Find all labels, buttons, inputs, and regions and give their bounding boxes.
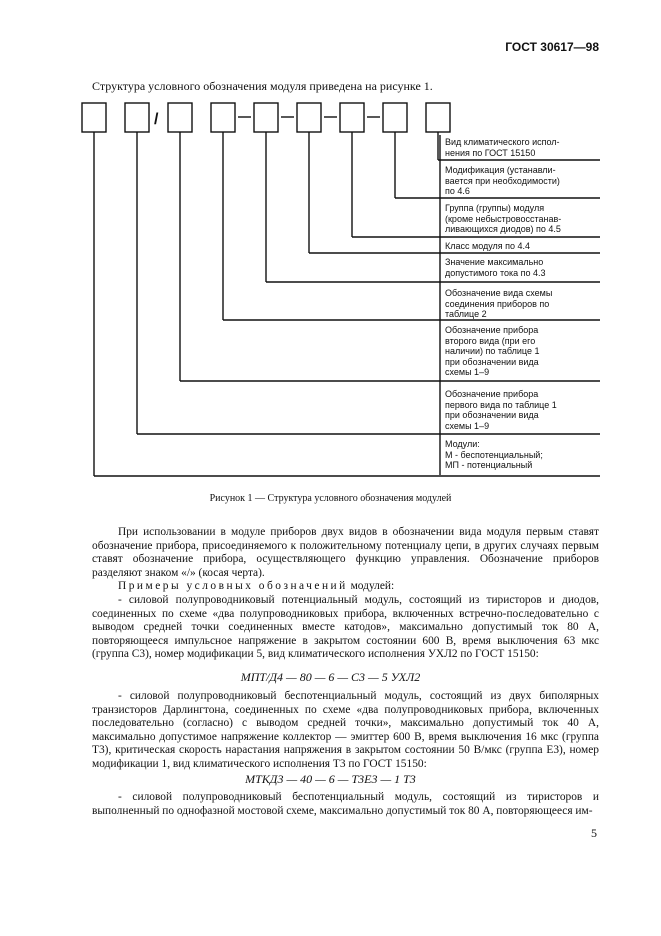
box-6 xyxy=(297,103,321,132)
label-first-device: Обозначение прибора первого вида по таблице 1 при обозначении вида схемы 1–9 xyxy=(445,389,557,431)
box-7 xyxy=(340,103,364,132)
slash-symbol: / xyxy=(154,111,159,128)
example-1: - силовой полупроводниковый потенциальный модуль, состоящий из тиристоров и диодов, соединенных по схеме «два полупроводниковых прибора, включенных встречно-последовательно с выводом средней точки соединенных вместе катодов», максимально допустимый ток 80 А, повторяющееся импульсное напряжение в закрытом состоянии 600 В, время выключения 63 мкс (группа С3), номер модификации 5, вид климатического исполнения УХЛ2 по ГОСТ 15150: xyxy=(92,594,599,661)
formula-1: МПТ/Д4 — 80 — 6 — С3 — 5 УХЛ2 xyxy=(240,670,421,684)
example-3: - силовой полупроводниковый беспотенциальный модуль, состоящий из тиристоров и выполненный по однофазной мостовой схеме, максимально допустимый ток 80 А, повторяющееся им- xyxy=(92,791,599,817)
label-scheme: Обозначение вида схемы соединения приборов по таблице 2 xyxy=(445,288,553,319)
label-second-device: Обозначение прибора второго вида (при его наличии) по таблице 1 при обозначении вида схемы 1–9 xyxy=(445,325,540,377)
label-modules: Модули: М - беспотенциальный; МП - потенциальный xyxy=(445,439,543,470)
examples-heading-spaced: Примеры условных обозначений xyxy=(118,580,348,592)
box-9 xyxy=(426,103,450,132)
label-modification: Модификация (устанавли- вается при необходимости) по 4.6 xyxy=(445,165,560,196)
box-2 xyxy=(125,103,149,132)
examples-heading-tail: модулей: xyxy=(347,580,395,592)
label-class: Класс модуля по 4.4 xyxy=(445,241,531,251)
figure-caption: Рисунок 1 — Структура условного обозначения модулей xyxy=(209,493,452,504)
box-1 xyxy=(82,103,106,132)
document-code: ГОСТ 30617—98 xyxy=(505,40,599,54)
example-2: - силовой полупроводниковый беспотенциальный модуль, состоящий из двух биполярных транзисторов Дарлингтона, соединенных по схеме «два полупроводниковых прибора, включенных последовательно (согласно) с выводом средней точки», максимально допустимый ток 40 А, максимально допустимое напряжение коллектор — эмиттер 600 В, время выключения 16 мкс (группа Т3), критическая скорость нарастания напряжения в закрытом состоянии 50 В/мкс (группа Е3), номер модификации 1, вид климатического исполнения Т3 по ГОСТ 15150: xyxy=(92,690,599,770)
intro-text: Структура условного обозначения модуля приведена на рисунке 1. xyxy=(92,79,433,93)
label-climate: Вид климатического испол- нения по ГОСТ 15150 xyxy=(445,137,560,158)
formula-2: МТКД3 — 40 — 6 — Т3Е3 — 1 Т3 xyxy=(245,772,416,786)
page-number: 5 xyxy=(591,826,597,840)
label-current: Значение максимально допустимого тока по 4.3 xyxy=(445,257,546,278)
paragraph-devices: При использовании в модуле приборов двух видов в обозначении вида модуля первым ставят обозначение прибора, присоединяемого к положительному потенциалу цепи, в других случаях первым ставят обозначение прибора, осуществляющего функцию управления. Обозначение приборов разделяют знаком «/» (косая черта). xyxy=(92,526,599,579)
examples-heading xyxy=(118,580,394,592)
box-5 xyxy=(254,103,278,132)
label-group: Группа (группы) модуля (кроме небыстровосстанав- ливающихся диодов) по 4.5 xyxy=(445,203,562,234)
box-8 xyxy=(383,103,407,132)
box-4 xyxy=(211,103,235,132)
box-3 xyxy=(168,103,192,132)
